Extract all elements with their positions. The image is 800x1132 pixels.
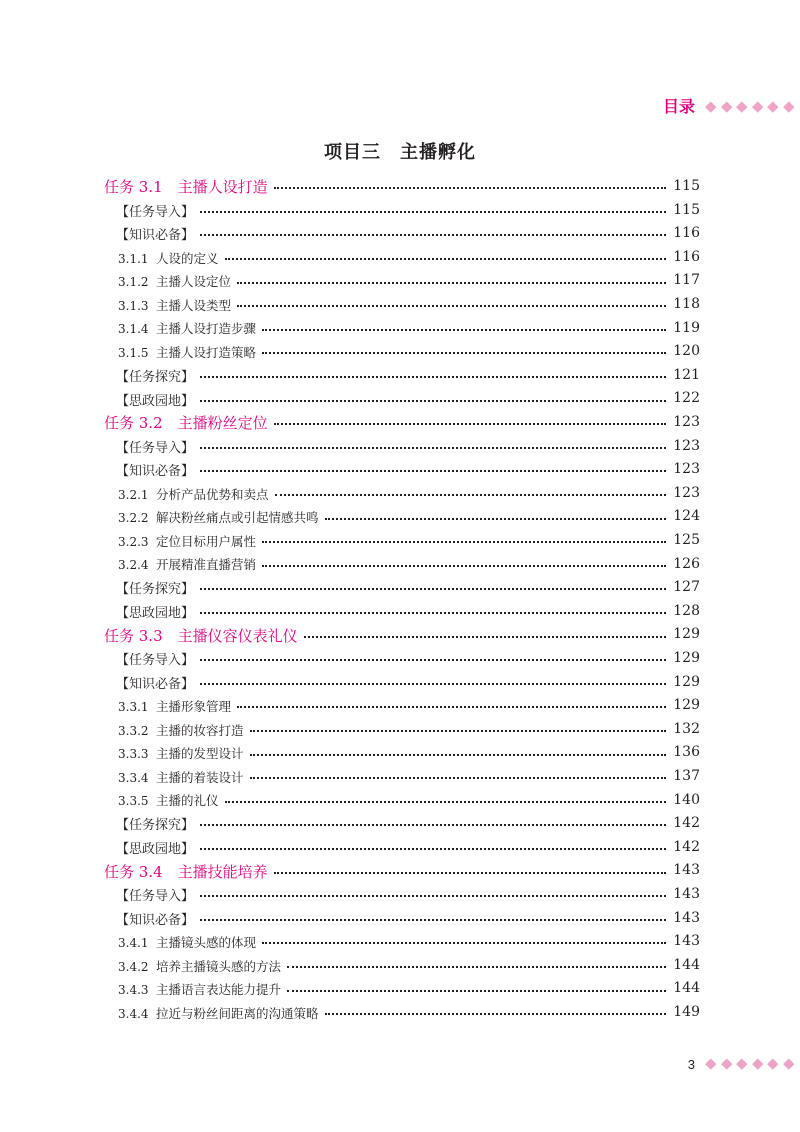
toc-page-number: 116 xyxy=(673,225,700,242)
dot-leader xyxy=(287,989,666,992)
toc-page-number: 136 xyxy=(673,744,700,761)
header-title: 目录 xyxy=(662,97,695,116)
toc-entry-number: 3.3.4 xyxy=(118,770,149,785)
toc-entry-title: 主播的着装设计 xyxy=(156,769,244,785)
toc-entry-label: 任务 3.3 主播仪容仪表礼仪 xyxy=(104,626,298,645)
toc-item-entry[interactable] xyxy=(0,317,800,341)
toc-item-entry[interactable] xyxy=(0,246,800,270)
toc-page-number: 126 xyxy=(673,555,700,572)
toc-entry-title: 主播的发型设计 xyxy=(156,746,244,762)
toc-section-entry[interactable] xyxy=(0,576,800,600)
toc-entry-title: 主播形象管理 xyxy=(156,698,232,714)
toc-entry-number: 3.1.4 xyxy=(118,322,149,337)
toc-page-number: 132 xyxy=(673,720,700,737)
toc-entry-line xyxy=(118,317,670,341)
toc-item-entry[interactable] xyxy=(0,977,800,1001)
dot-leader xyxy=(200,894,666,897)
diamond-icon xyxy=(783,102,794,113)
toc-entry-number: 3.1.3 xyxy=(118,298,149,313)
toc-entry-title: 分析产品优势和卖点 xyxy=(156,486,269,502)
page-footer xyxy=(688,1054,796,1074)
toc-page-number: 137 xyxy=(673,768,700,784)
toc-entry-label: 【任务探究】 xyxy=(116,370,195,386)
dot-leader xyxy=(225,257,666,260)
toc-page-number: 123 xyxy=(673,484,700,501)
toc-entry-label: 【思政园地】 xyxy=(116,393,195,409)
toc-entry-line xyxy=(116,812,670,836)
toc-item-entry[interactable] xyxy=(0,694,800,718)
dot-leader xyxy=(200,469,666,472)
toc-entry-label xyxy=(118,721,244,739)
toc-item-entry[interactable] xyxy=(0,1001,800,1025)
toc-item-entry[interactable] xyxy=(0,269,800,293)
toc-entry-label xyxy=(118,508,319,526)
toc-entry-title: 主播的礼仪 xyxy=(156,793,219,809)
toc-entry-number: 3.2.1 xyxy=(118,487,149,502)
diamond-icon xyxy=(721,102,732,113)
toc-entry-line xyxy=(118,529,670,553)
toc-page-number: 115 xyxy=(673,178,700,194)
toc-entry-label xyxy=(118,343,256,361)
toc-entry-number: 3.3.2 xyxy=(118,723,149,738)
toc-entry-line xyxy=(118,340,670,364)
diamond-icon xyxy=(767,1059,778,1070)
toc-entry-line xyxy=(118,246,670,270)
toc-entry-number: 3.3.1 xyxy=(118,699,149,714)
dot-leader xyxy=(225,800,666,803)
dot-leader xyxy=(262,351,666,354)
toc-entry-title: 主播的妆容打造 xyxy=(156,722,244,738)
toc-page-number: 125 xyxy=(673,532,700,548)
dot-leader xyxy=(200,682,666,685)
toc-page-number: 120 xyxy=(673,343,700,360)
toc-page-number: 121 xyxy=(673,366,700,383)
toc-entry-label: 【任务导入】 xyxy=(116,653,195,669)
toc-entry-label: 【任务探究】 xyxy=(116,582,195,598)
dot-leader xyxy=(200,587,666,590)
toc-section-entry[interactable] xyxy=(0,836,800,860)
diamond-icon xyxy=(721,1059,732,1070)
toc-entry-number: 3.1.2 xyxy=(118,275,149,290)
toc-entry-label xyxy=(118,1004,319,1022)
dot-leader xyxy=(274,186,666,189)
toc-entry-title: 主播人设打造步骤 xyxy=(156,321,257,337)
toc-entry-number: 3.2.4 xyxy=(118,558,149,573)
toc-page-number: 143 xyxy=(673,909,700,926)
toc-entry-label: 【知识必备】 xyxy=(116,464,195,480)
toc-entry-line xyxy=(118,293,670,317)
toc-entry-line xyxy=(116,222,670,246)
dot-leader xyxy=(237,304,666,307)
toc-entry-label xyxy=(118,272,231,290)
header-ornament xyxy=(703,103,796,111)
toc-entry-label xyxy=(118,319,256,337)
toc-page-number: 118 xyxy=(673,296,700,312)
toc-entry-line xyxy=(116,647,670,671)
toc-entry-number: 3.3.3 xyxy=(118,747,149,762)
dot-leader xyxy=(200,611,666,614)
dot-leader xyxy=(200,210,666,213)
toc-entry-label: 【任务导入】 xyxy=(116,204,195,220)
toc-entry-label: 【任务导入】 xyxy=(116,440,195,456)
toc-section-entry[interactable] xyxy=(0,458,800,482)
dot-leader xyxy=(287,965,666,968)
toc-entry-title: 定位目标用户属性 xyxy=(156,533,257,549)
toc-entry-line xyxy=(118,694,670,718)
toc-page-number: 123 xyxy=(673,437,700,454)
toc-entry-line xyxy=(116,199,670,223)
dot-leader xyxy=(325,517,666,520)
toc-entry-label xyxy=(118,957,281,975)
toc-entry-title: 主播人设定位 xyxy=(156,274,232,290)
toc-page-number: 144 xyxy=(673,980,700,997)
toc-entry-label xyxy=(118,768,244,786)
diamond-icon xyxy=(752,102,763,113)
dot-leader xyxy=(200,399,666,402)
toc-page-number: 127 xyxy=(673,579,700,596)
toc-section-entry[interactable] xyxy=(0,435,800,459)
toc-entry-label: 任务 3.1 主播人设打造 xyxy=(104,178,268,197)
toc-page-number: 143 xyxy=(673,886,700,902)
toc-page-number: 115 xyxy=(673,201,700,218)
toc-page-number: 119 xyxy=(673,319,700,336)
toc-entry-label: 【任务探究】 xyxy=(116,818,195,834)
toc-entry-number: 3.4.2 xyxy=(118,959,149,974)
toc-item-entry[interactable] xyxy=(0,482,800,506)
dot-leader xyxy=(274,871,666,874)
toc-page-number: 129 xyxy=(673,697,700,714)
toc-page-number: 142 xyxy=(673,838,700,855)
toc-item-entry[interactable] xyxy=(0,340,800,364)
toc-section-entry[interactable] xyxy=(0,883,800,907)
toc-page-number: 116 xyxy=(673,248,700,265)
toc-task-entry[interactable] xyxy=(0,623,800,647)
toc-entry-number: 3.1.5 xyxy=(118,345,149,360)
toc-item-entry[interactable] xyxy=(0,954,800,978)
toc-entry-line xyxy=(118,977,670,1001)
toc-item-entry[interactable] xyxy=(0,718,800,742)
toc-page-number: 142 xyxy=(673,815,700,832)
toc-page-number: 144 xyxy=(673,956,700,973)
running-header xyxy=(663,96,796,118)
toc-entry-label: 【思政园地】 xyxy=(116,606,195,622)
toc-entry-number: 3.4.4 xyxy=(118,1006,149,1021)
toc-entry-label: 任务 3.4 主播技能培养 xyxy=(104,862,268,881)
toc-page-number: 123 xyxy=(673,414,700,430)
toc-entry-label xyxy=(118,485,269,503)
toc-entry-label xyxy=(118,249,219,267)
dot-leader xyxy=(200,446,666,449)
toc-entry-line xyxy=(116,836,670,860)
toc-entry-line xyxy=(118,1001,670,1025)
dot-leader xyxy=(200,233,666,236)
toc-task-entry[interactable] xyxy=(0,859,800,883)
diamond-icon xyxy=(783,1059,794,1070)
project-title: 项目三 主播孵化 xyxy=(324,142,476,163)
toc-entry-label xyxy=(118,933,256,951)
toc-section-entry[interactable] xyxy=(0,907,800,931)
toc-page-number: 129 xyxy=(673,626,700,643)
toc-task-entry[interactable] xyxy=(0,411,800,435)
dot-leader xyxy=(262,540,666,543)
toc-item-entry[interactable] xyxy=(0,789,800,813)
dot-leader xyxy=(262,328,666,331)
toc-entry-title: 拉近与粉丝间距离的沟通策略 xyxy=(156,1005,319,1021)
toc-entry-line xyxy=(116,576,670,600)
toc-entry-title: 主播镜头感的体现 xyxy=(156,934,257,950)
footer-ornament xyxy=(703,1060,796,1068)
dot-leader xyxy=(200,847,666,850)
toc-entry-line xyxy=(116,435,670,459)
toc-page-number: 117 xyxy=(673,272,700,289)
toc-entry-number: 3.4.3 xyxy=(118,983,149,998)
toc-entry-label xyxy=(118,555,256,573)
toc-section-entry[interactable] xyxy=(0,671,800,695)
toc-item-entry[interactable] xyxy=(0,741,800,765)
toc-item-entry[interactable] xyxy=(0,505,800,529)
toc-section-entry[interactable] xyxy=(0,600,800,624)
toc-entry-label: 【知识必备】 xyxy=(116,676,195,692)
toc-entry-title: 解决粉丝痛点或引起情感共鸣 xyxy=(156,510,319,526)
dot-leader xyxy=(250,776,666,779)
toc-entry-line xyxy=(116,600,670,624)
toc-entry-line xyxy=(104,859,670,883)
toc-section-entry[interactable] xyxy=(0,387,800,411)
toc-section-entry[interactable] xyxy=(0,222,800,246)
toc-page-number: 123 xyxy=(673,461,700,478)
toc-entry-number: 3.1.1 xyxy=(118,251,149,266)
toc-entry-line xyxy=(118,765,670,789)
dot-leader xyxy=(275,493,666,496)
toc-entry-line xyxy=(118,954,670,978)
toc-entry-label: 【知识必备】 xyxy=(116,912,195,928)
diamond-icon xyxy=(705,102,716,113)
toc-entry-number: 3.3.5 xyxy=(118,794,149,809)
page-number: 3 xyxy=(687,1056,695,1072)
toc-page-number: 143 xyxy=(673,933,700,950)
toc-entry-number: 3.4.1 xyxy=(118,935,149,950)
toc-item-entry[interactable] xyxy=(0,930,800,954)
toc-entry-label xyxy=(118,296,231,314)
toc-entry-number: 3.2.2 xyxy=(118,511,149,526)
toc-entry-label xyxy=(118,532,256,550)
dot-leader xyxy=(200,375,666,378)
dot-leader xyxy=(237,705,666,708)
toc-entry-label xyxy=(118,744,244,762)
toc-item-entry[interactable] xyxy=(0,553,800,577)
toc-entry-title: 开展精准直播营销 xyxy=(156,557,257,573)
toc-entry-line xyxy=(104,411,670,435)
toc-entry-line xyxy=(116,458,670,482)
toc-entry-line xyxy=(118,269,670,293)
toc-section-entry[interactable] xyxy=(0,199,800,223)
toc-page-number: 124 xyxy=(673,508,700,525)
toc-page-number: 129 xyxy=(673,650,700,666)
dot-leader xyxy=(200,658,666,661)
toc-entry-line xyxy=(118,505,670,529)
toc-entry-title: 主播人设类型 xyxy=(156,297,232,313)
toc-entry-label xyxy=(118,980,281,998)
diamond-icon xyxy=(736,102,747,113)
toc-page-number: 140 xyxy=(673,791,700,808)
toc-entry-line xyxy=(118,718,670,742)
toc-entry-label xyxy=(118,791,219,809)
dot-leader xyxy=(250,729,666,732)
toc-entry-line xyxy=(104,175,670,199)
toc-entry-line xyxy=(116,671,670,695)
toc-entry-label: 【知识必备】 xyxy=(116,228,195,244)
toc-page-number: 149 xyxy=(673,1004,700,1020)
toc-section-entry[interactable] xyxy=(0,647,800,671)
toc-page-number: 143 xyxy=(673,862,700,879)
toc-entry-line xyxy=(116,364,670,388)
toc-section-entry[interactable] xyxy=(0,364,800,388)
toc-entry-title: 主播语言表达能力提升 xyxy=(156,982,282,998)
toc-entry-line xyxy=(116,883,670,907)
toc-entry-line xyxy=(116,907,670,931)
toc-page-number: 128 xyxy=(673,602,700,619)
toc-entry-line xyxy=(118,789,670,813)
toc-entry-label xyxy=(118,697,231,715)
toc-entry-line xyxy=(118,741,670,765)
dot-leader xyxy=(325,1012,666,1015)
dot-leader xyxy=(304,635,666,638)
toc-entry-line xyxy=(104,623,670,647)
toc-item-entry[interactable] xyxy=(0,293,800,317)
toc-entry-label: 【思政园地】 xyxy=(116,842,195,858)
dot-leader xyxy=(237,281,666,284)
diamond-icon xyxy=(705,1059,716,1070)
dot-leader xyxy=(200,918,666,921)
toc-entry-title: 培养主播镜头感的方法 xyxy=(156,958,282,974)
toc-entry-title: 主播人设打造策略 xyxy=(156,344,257,360)
toc-page-number: 129 xyxy=(673,673,700,690)
diamond-icon xyxy=(767,102,778,113)
toc-entry-title: 人设的定义 xyxy=(156,250,219,266)
toc-item-entry[interactable] xyxy=(0,529,800,553)
diamond-icon xyxy=(736,1059,747,1070)
dot-leader xyxy=(200,823,666,826)
diamond-icon xyxy=(752,1059,763,1070)
toc-entry-number: 3.2.3 xyxy=(118,534,149,549)
toc-task-entry[interactable] xyxy=(0,175,800,199)
toc-entry-line xyxy=(118,930,670,954)
toc-page-number: 122 xyxy=(673,390,700,407)
dot-leader xyxy=(250,753,666,756)
toc-item-entry[interactable] xyxy=(0,765,800,789)
dot-leader xyxy=(262,564,666,567)
toc-entry-label: 任务 3.2 主播粉丝定位 xyxy=(104,414,268,433)
dot-leader xyxy=(274,422,666,425)
toc-entry-label: 【任务导入】 xyxy=(116,889,195,905)
toc-entry-line xyxy=(118,482,670,506)
toc-section-entry[interactable] xyxy=(0,812,800,836)
toc-entry-line xyxy=(118,553,670,577)
dot-leader xyxy=(262,941,666,944)
toc-entry-line xyxy=(116,387,670,411)
